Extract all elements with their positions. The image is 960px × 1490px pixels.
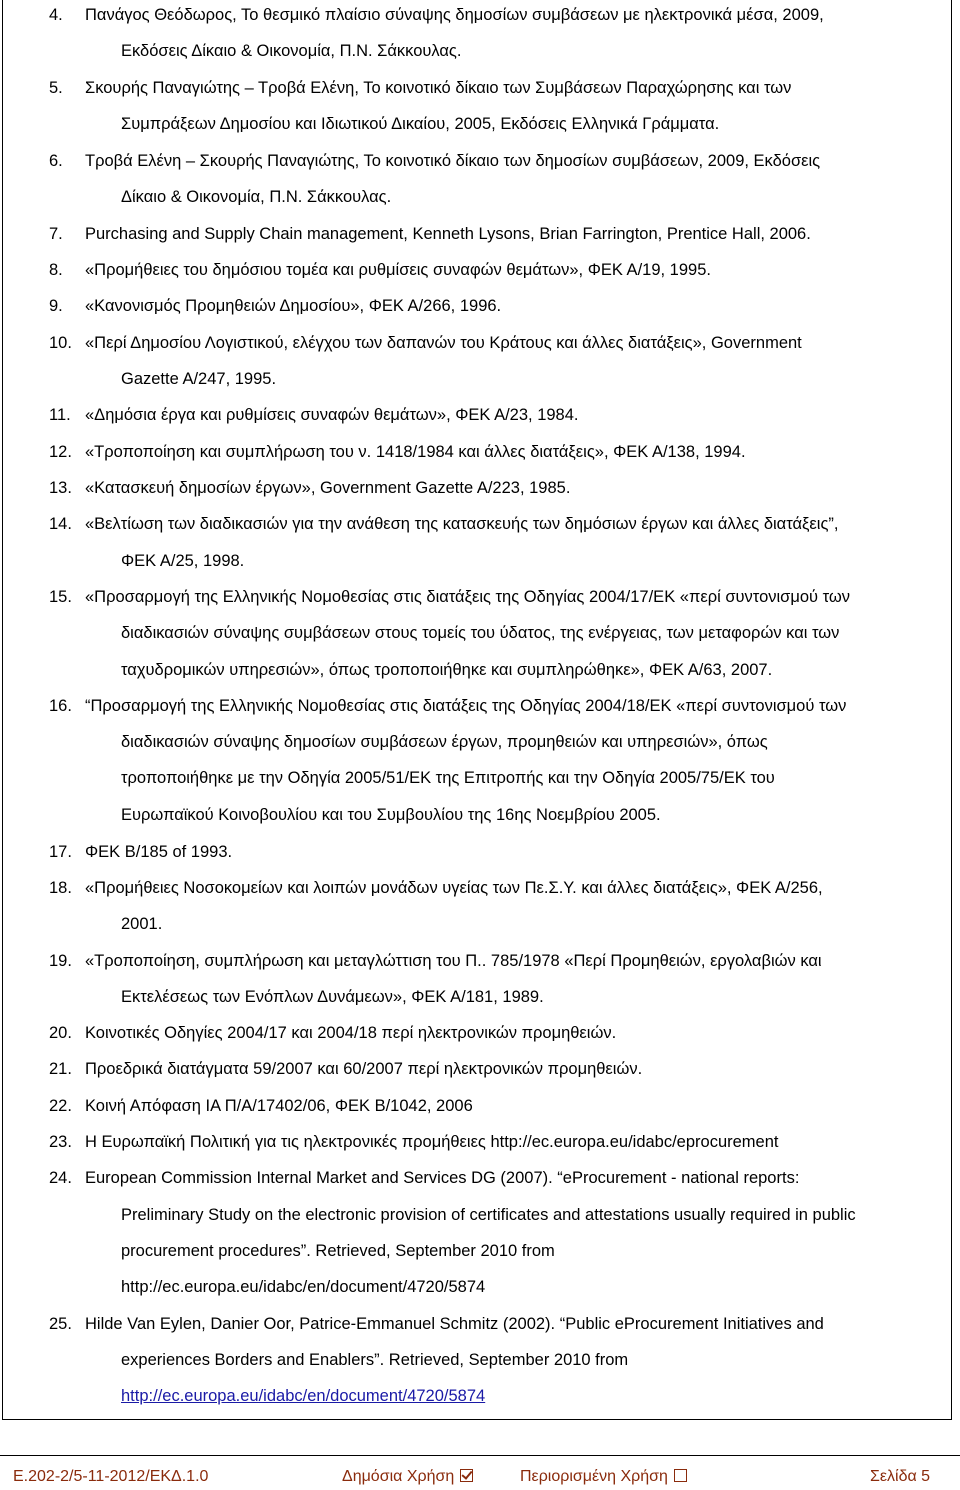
reference-number: 17. <box>49 843 72 861</box>
reference-text: European Commission Internal Market and Services DG (2007). “eProcurement - national reports: <box>85 1169 800 1187</box>
reference-text: «Τροποποίηση, συμπλήρωση και μεταγλώττιση του Π.. 785/1978 «Περί Προμηθειών, εργολαβιών και <box>85 952 822 970</box>
reference-text: Gazette A/247, 1995. <box>121 370 277 388</box>
reference-number: 14. <box>49 515 72 533</box>
reference-number: 16. <box>49 697 72 715</box>
reference-text: Σκουρής Παναγιώτης – Τροβά Ελένη, Το κοινοτικό δίκαιο των Συμβάσεων Παραχώρησης και των <box>85 79 792 97</box>
reference-text: “Προσαρμογή της Ελληνικής Νομοθεσίας στις διατάξεις της Οδηγίας 2004/18/ΕΚ «περί συντονισμού των <box>85 697 847 715</box>
reference-text: Προεδρικά διατάγματα 59/2007 και 60/2007 περί ηλεκτρονικών προμηθειών. <box>85 1060 643 1078</box>
reference-number: 15. <box>49 588 72 606</box>
reference-number: 20. <box>49 1024 72 1042</box>
reference-number: 7. <box>49 225 63 243</box>
reference-text: διαδικασιών σύναψης δημοσίων συμβάσεων έργων, προμηθειών και υπηρεσιών», όπως <box>121 733 768 751</box>
reference-text: Η Ευρωπαϊκή Πολιτική για τις ηλεκτρονικές προμήθειες http://ec.europa.eu/idabc/eprocurement <box>85 1133 779 1151</box>
reference-text: τροποποιήθηκε με την Οδηγία 2005/51/ΕΚ της Επιτροπής και την Οδηγία 2005/75/ΕΚ του <box>121 769 775 787</box>
reference-number: 12. <box>49 443 72 461</box>
footer-restricted-use <box>520 1467 687 1487</box>
reference-text: Συμπράξεων Δημοσίου και Ιδιωτικού Δικαίου, 2005, Εκδόσεις Ελληνικά Γράμματα. <box>121 115 720 133</box>
unchecked-box-icon <box>674 1469 687 1482</box>
restricted-use-label: Περιορισμένη Χρήση <box>520 1468 668 1485</box>
reference-text: «Δημόσια έργα και ρυθμίσεις συναφών θεμάτων», ΦΕΚ Α/23, 1984. <box>85 406 579 424</box>
reference-text: Κοινή Απόφαση ΙΑ Π/Α/17402/06, ΦΕΚ Β/1042, 2006 <box>85 1097 473 1115</box>
reference-text: ταχυδρομικών υπηρεσιών», όπως τροποποιήθηκε και συμπληρώθηκε», ΦΕΚ Α/63, 2007. <box>121 661 773 679</box>
reference-text: procurement procedures”. Retrieved, September 2010 from <box>121 1242 555 1260</box>
reference-number: 18. <box>49 879 72 897</box>
reference-number: 11. <box>49 406 71 424</box>
reference-text: Ευρωπαϊκού Κοινοβουλίου και του Συμβουλίου της 16ης Νοεμβρίου 2005. <box>121 806 661 824</box>
reference-number: 10. <box>49 334 72 352</box>
reference-text: «Βελτίωση των διαδικασιών για την ανάθεση της κατασκευής των δημόσιων έργων και άλλες διατάξεις”, <box>85 515 839 533</box>
reference-text: «Κατασκευή δημοσίων έργων», Government Gazette A/223, 1985. <box>85 479 571 497</box>
reference-number: 6. <box>49 152 63 170</box>
footer-public-use <box>342 1467 473 1487</box>
reference-number: 19. <box>49 952 72 970</box>
public-use-label: Δημόσια Χρήση <box>342 1468 455 1485</box>
reference-number: 21. <box>49 1060 72 1078</box>
reference-number: 4. <box>49 6 63 24</box>
reference-text: Hilde Van Eylen, Danier Oor, Patrice-Emmanuel Schmitz (2002). “Public eProcurement Initiatives and <box>85 1315 824 1333</box>
reference-text: διαδικασιών σύναψης συμβάσεων στους τομείς του ύδατος, της ενέργειας, των μεταφορών και των <box>121 624 840 642</box>
footer-divider <box>0 1455 960 1456</box>
reference-text: Purchasing and Supply Chain management, Kenneth Lysons, Brian Farrington, Prentice Hall, 2006. <box>85 225 811 243</box>
reference-number: 23. <box>49 1133 72 1151</box>
footer-page-number: Σελίδα 5 <box>870 1468 931 1485</box>
reference-text: «Προσαρμογή της Ελληνικής Νομοθεσίας στις διατάξεις της Οδηγίας 2004/17/ΕΚ «περί συντονισμού των <box>85 588 851 606</box>
reference-text: Τροβά Ελένη – Σκουρής Παναγιώτης, Το κοινοτικό δίκαιο των δημοσίων συμβάσεων, 2009, Εκδόσεις <box>85 152 821 170</box>
reference-text: «Προμήθειες του δημόσιου τομέα και ρυθμίσεις συναφών θεμάτων», ΦΕΚ Α/19, 1995. <box>85 261 711 279</box>
reference-text: «Κανονισμός Προμηθειών Δημοσίου», ΦΕΚ Α/266, 1996. <box>85 297 502 315</box>
reference-number: 8. <box>49 261 63 279</box>
footer-document-code: Ε.202-2/5-11-2012/ΕΚΔ.1.0 <box>13 1468 209 1485</box>
reference-number: 25. <box>49 1315 72 1333</box>
reference-number: 5. <box>49 79 63 97</box>
reference-number: 13. <box>49 479 72 497</box>
reference-text: Εκτελέσεως των Ενόπλων Δυνάμεων», ΦΕΚ Α/181, 1989. <box>121 988 544 1006</box>
reference-number: 24. <box>49 1169 72 1187</box>
reference-text: http://ec.europa.eu/idabc/en/document/4720/5874 <box>121 1278 486 1296</box>
reference-text: «Τροποποίηση και συμπλήρωση του ν. 1418/1984 και άλλες διατάξεις», ΦΕΚ Α/138, 1994. <box>85 443 746 461</box>
reference-text: «Προμήθειες Νοσοκομείων και λοιπών μονάδων υγείας των Πε.Σ.Υ. και άλλες διατάξεις», ΦΕΚ Α/256, <box>85 879 823 897</box>
reference-link[interactable]: http://ec.europa.eu/idabc/en/document/4720/5874 <box>121 1387 486 1405</box>
reference-number: 22. <box>49 1097 72 1115</box>
reference-text: Δίκαιο & Οικονομία, Π.Ν. Σάκκουλας. <box>121 188 392 206</box>
reference-text: ΦΕΚ Α/25, 1998. <box>121 552 245 570</box>
reference-number: 9. <box>49 297 63 315</box>
reference-text: Preliminary Study on the electronic provision of certificates and attestations usually required in public <box>121 1206 856 1224</box>
reference-text: Εκδόσεις Δίκαιο & Οικονομία, Π.Ν. Σάκκουλας. <box>121 42 462 60</box>
reference-text: «Περί Δημοσίου Λογιστικού, ελέγχου των δαπανών του Κράτους και άλλες διατάξεις», Government <box>85 334 802 352</box>
checked-box-icon <box>460 1469 473 1482</box>
reference-text: experiences Borders and Enablers”. Retrieved, September 2010 from <box>121 1351 629 1369</box>
reference-text: 2001. <box>121 915 163 933</box>
reference-text: ΦΕΚ Β/185 of 1993. <box>85 843 233 861</box>
reference-text: Κοινοτικές Οδηγίες 2004/17 και 2004/18 περί ηλεκτρονικών προμηθειών. <box>85 1024 617 1042</box>
reference-text: Πανάγος Θεόδωρος, Το θεσμικό πλαίσιο σύναψης δημοσίων συμβάσεων με ηλεκτρονικά μέσα, 2009, <box>85 6 824 24</box>
